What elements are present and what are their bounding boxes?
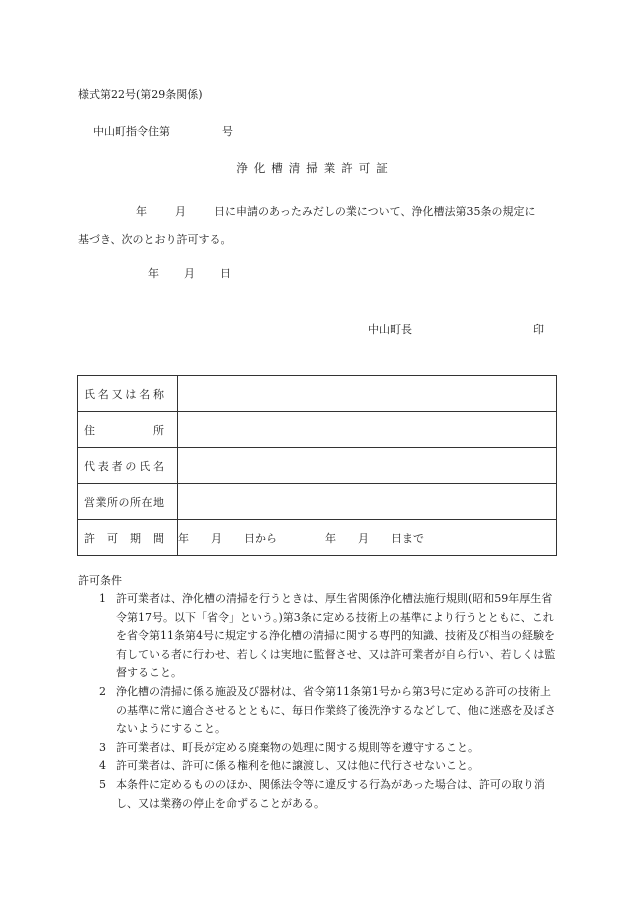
label-char: 可: [107, 531, 118, 545]
label-char: 営: [84, 495, 95, 509]
label-char: 所: [153, 423, 164, 437]
document-title: 浄化槽清掃業許可証: [236, 161, 394, 175]
value-office-location[interactable]: [178, 484, 557, 520]
conditions-list: [78, 590, 560, 813]
condition-item: [78, 590, 560, 683]
label-char: 名: [97, 387, 109, 401]
label-char: 所: [130, 495, 141, 509]
label-char: 名: [139, 387, 151, 401]
label-address-text: [84, 422, 164, 438]
reference-number: [93, 123, 233, 139]
intro-year: 年: [136, 205, 147, 218]
label-permit-period: [78, 520, 178, 556]
condition-text: 許可業者は、町長が定める廃棄物の処理に関する規則等を遵守すること。: [116, 740, 479, 754]
issue-date-year: 年: [148, 267, 159, 280]
table-row: [78, 448, 557, 484]
table-row: [78, 376, 557, 412]
condition-text: 浄化槽の清掃に係る施設及び器材は、省令第11条第1号から第3号に定める許可の技術上の基準に常に適合させるとともに、毎日作業終了後洗浄するなどして、他に迷惑を及ぼさないようにすること。: [116, 684, 556, 736]
condition-item: [78, 776, 560, 813]
label-char: 名: [152, 459, 164, 473]
label-char: の: [125, 459, 137, 473]
label-char: 期: [130, 531, 141, 545]
condition-number: 5: [99, 777, 106, 791]
condition-item: [78, 739, 560, 758]
label-char: 業: [95, 495, 107, 509]
label-char: 表: [97, 459, 109, 473]
intro-body-1: 日に申請のあったみだしの業について、浄化槽法第35条の規定に: [214, 205, 536, 218]
condition-item: [78, 757, 560, 776]
label-char: 氏: [139, 459, 151, 473]
issuer-name: 中山町長: [368, 323, 412, 336]
period-year-from: 年: [178, 531, 189, 545]
label-char: 在: [141, 495, 153, 509]
issue-date-month: 月: [184, 267, 195, 280]
period-day-from: 日から: [244, 531, 277, 545]
intro-month: 月: [175, 205, 186, 218]
value-address[interactable]: [178, 412, 557, 448]
period-year-to: 年: [325, 531, 336, 545]
label-char: 代: [84, 459, 95, 473]
label-char: 間: [153, 531, 164, 545]
period-month-from: 月: [211, 531, 222, 545]
label-address: [78, 412, 178, 448]
table-row: [78, 520, 557, 556]
reference-prefix: 中山町指令住第: [93, 125, 170, 138]
value-representative[interactable]: [178, 448, 557, 484]
label-char: 所: [107, 495, 118, 509]
period-day-to: 日まで: [391, 531, 424, 545]
issue-date-day: 日: [220, 267, 231, 280]
label-office-location: [78, 484, 178, 520]
condition-text: 本条件に定めるもののほか、関係法令等に違反する行為があった場合は、許可の取り消し、又は業務の停止を命ずることがある。: [116, 777, 545, 810]
label-name-text: [84, 386, 164, 402]
label-char: の: [118, 495, 130, 509]
table-row: [78, 412, 557, 448]
label-char: 者: [111, 459, 123, 473]
label-char: 又: [111, 387, 123, 401]
conditions-heading: 許可条件: [78, 574, 122, 587]
label-representative: [78, 448, 178, 484]
label-permit-period-text: [84, 530, 164, 546]
table-row: [78, 484, 557, 520]
label-char: 称: [152, 387, 164, 401]
condition-number: 2: [99, 684, 106, 698]
reference-suffix: 号: [222, 125, 233, 138]
intro-paragraph: [78, 198, 560, 254]
period-month-to: 月: [358, 531, 369, 545]
form-number: 様式第22号(第29条関係): [78, 88, 203, 101]
label-char: 氏: [84, 387, 95, 401]
info-table: [77, 375, 557, 556]
value-name[interactable]: [178, 376, 557, 412]
label-char: 地: [153, 495, 164, 509]
condition-text: 許可業者は、許可に係る権利を他に譲渡し、又は他に代行させないこと。: [116, 759, 479, 773]
condition-number: 3: [99, 740, 106, 754]
condition-item: [78, 683, 560, 739]
condition-number: 4: [99, 759, 106, 773]
issuer-seal: 印: [533, 323, 544, 336]
label-char: 許: [84, 531, 95, 545]
label-char: は: [125, 387, 137, 401]
condition-number: 1: [99, 592, 106, 605]
condition-text: 許可業者は、浄化槽の清掃を行うときは、厚生省関係浄化槽法施行規則(昭和59年厚生省令第17号。以下「省令」という。)第3条に定める技術上の基準により行うとともに、これを省令第11条第4号に規定する浄化槽の清掃に関する専門的知識、技術及び相当の経験を有している者に行わせ、若しくは実地に監督させ、又は許可業者が自ら行い、若しくは監督すること。: [116, 592, 556, 680]
label-representative-text: [84, 458, 164, 474]
label-name: [78, 376, 178, 412]
intro-body-2: 基づき、次のとおり許可する。: [78, 233, 232, 246]
label-char: 住: [84, 423, 95, 437]
issue-date: [148, 265, 231, 281]
label-office-location-text: [84, 494, 164, 510]
value-permit-period[interactable]: [178, 520, 557, 556]
